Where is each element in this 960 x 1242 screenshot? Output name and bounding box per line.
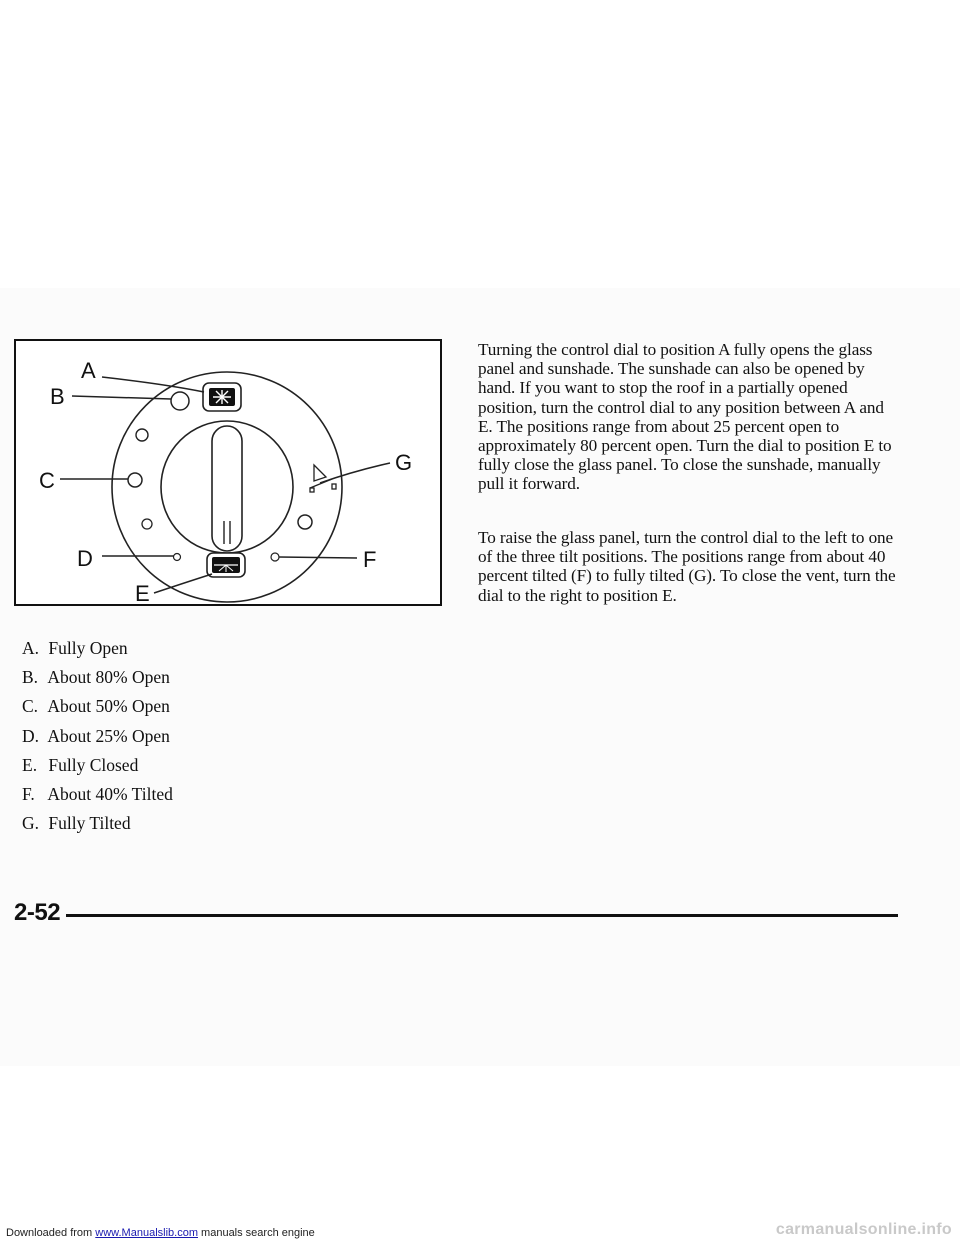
legend-item [22, 809, 173, 838]
legend-letter: B. [22, 667, 39, 688]
label-g: G [395, 450, 413, 475]
legend-letter: C. [22, 696, 39, 717]
position-b2-indicator [136, 429, 148, 441]
legend-text: Fully Closed [48, 754, 139, 775]
open-icon [203, 383, 241, 411]
position-tilt-indicator [298, 515, 312, 529]
legend-item [22, 722, 173, 751]
position-c-indicator [128, 473, 142, 487]
paragraph-dial-open: Turning the control dial to position A fully opens the glass panel and sunshade. The sunshade can also be opened by hand. If you want to stop the roof in a partially opened position, turn the control dial to any position between A and E. The positions range from about 25 percent open to approximately 80 percent open. Turn the dial to position E to fully close the glass panel. To close the sunshade, manually pull it forward. [478, 340, 892, 494]
closed-icon [207, 553, 245, 577]
legend-text: Fully Open [48, 638, 128, 658]
legend-item [22, 780, 173, 809]
label-c: C [39, 468, 55, 493]
manualslib-link[interactable]: www.Manualslib.com [95, 1227, 198, 1239]
label-a: A [81, 358, 96, 383]
position-f-indicator [271, 553, 279, 561]
position-b-indicator [171, 392, 189, 410]
legend-text: Fully Tilted [48, 813, 131, 834]
legend-text: About 50% Open [47, 696, 170, 717]
legend-letter: A. [22, 638, 40, 658]
legend-text: About 25% Open [47, 725, 170, 746]
legend-item [22, 634, 173, 663]
page-number: 2-52 [14, 899, 61, 926]
legend-item [22, 692, 173, 721]
position-d-indicator [174, 554, 181, 561]
label-f: F [363, 547, 377, 572]
legend-letter: E. [22, 754, 38, 775]
legend-letter: F. [22, 783, 35, 804]
paragraph-dial-tilt: To raise the glass panel, turn the control dial to the left to one of the three tilt positions. The positions range from about 40 percent tilted (F) to fully tilted (G). To close the vent, turn the dial to the right to position E. [478, 528, 896, 605]
position-d-upper-indicator [142, 519, 152, 529]
legend-item [22, 751, 173, 780]
sunroof-dial-diagram [14, 339, 442, 606]
legend-text: About 80% Open [47, 667, 170, 688]
label-e: E [135, 581, 150, 606]
legend-text: About 40% Tilted [47, 783, 173, 804]
watermark: carmanualsonline.info [775, 1221, 952, 1238]
legend-letter: D. [22, 725, 40, 746]
footer-rule [66, 914, 898, 917]
footer-prefix: Downloaded from [6, 1227, 93, 1239]
knob-grip [212, 426, 242, 551]
footer-suffix: manuals search engine [201, 1227, 315, 1239]
label-b: B [50, 384, 65, 409]
figure-legend [22, 634, 173, 838]
legend-item [22, 663, 173, 692]
download-footer [6, 1227, 315, 1239]
legend-letter: G. [22, 813, 40, 834]
label-d: D [77, 546, 93, 571]
sunroof-dial-figure [14, 339, 442, 606]
